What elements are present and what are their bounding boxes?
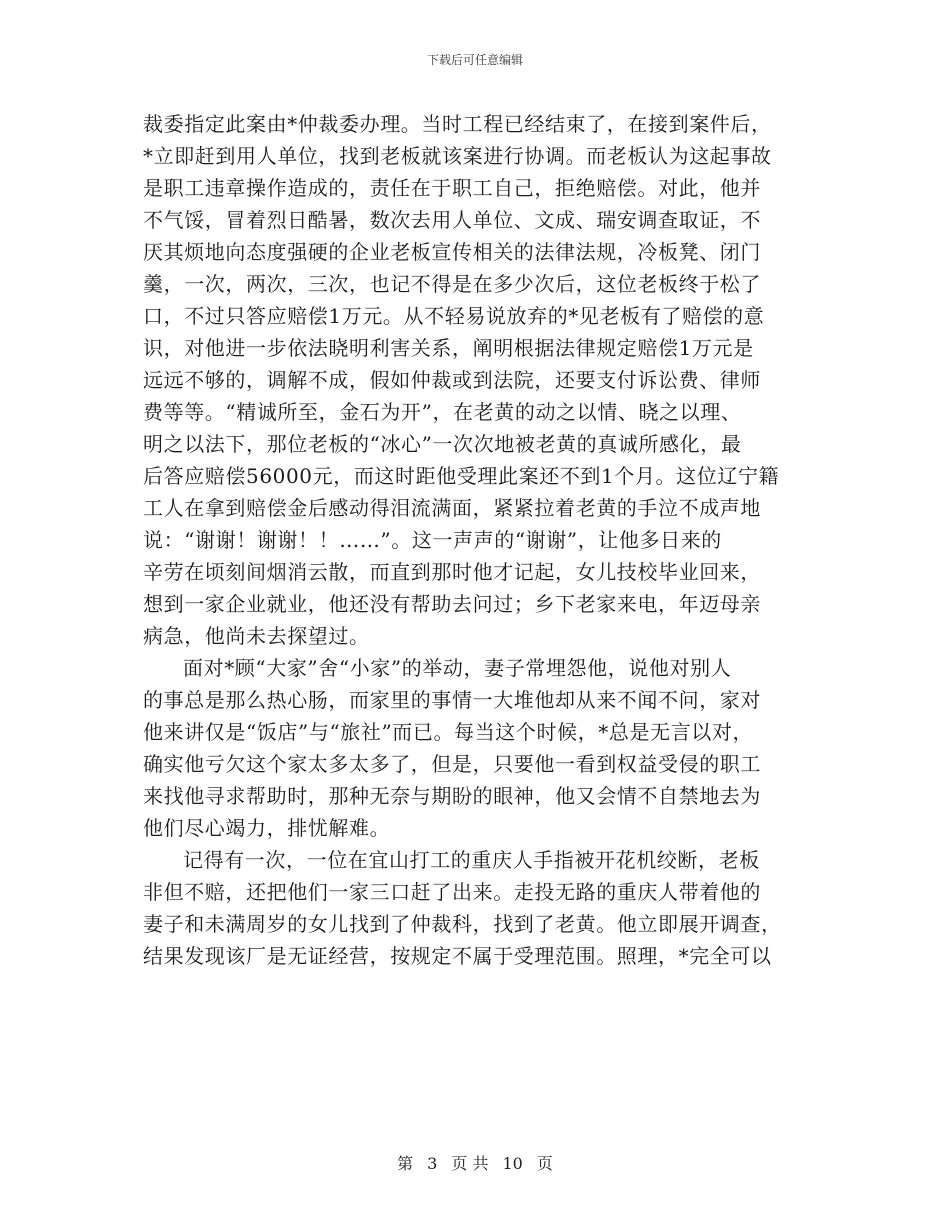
text-line: 明之以法下，那位老板的“冰心”一次次地被老黄的真诚所感化，最 bbox=[143, 432, 742, 456]
text-line: 来找他寻求帮助时，那种无奈与期盼的眼神，他又会情不自禁地去为 bbox=[143, 784, 761, 808]
text-line: 费等等。“精诚所至，金石为开”，在老黄的动之以情、晓之以理、 bbox=[143, 400, 742, 424]
text-line: 面对*顾“大家”舍“小家”的举动，妻子常埋怨他，说他对别人 bbox=[183, 656, 732, 680]
text-line: 他来讲仅是“饭店”与“旅社”而已。每当这个时候，*总是无言以对， bbox=[143, 720, 754, 744]
text-line: 辛劳在顷刻间烟消云散，而直到那时他才记起，女儿技校毕业回来， bbox=[143, 560, 761, 584]
footer-suffix: 页 bbox=[536, 1154, 553, 1173]
page-header: 下载后可任意编辑 bbox=[426, 53, 523, 67]
footer-middle: 页 共 bbox=[451, 1154, 489, 1173]
text-line: 记得有一次，一位在宜山打工的重庆人手指被开花机绞断，老板 bbox=[183, 848, 760, 872]
text-line: 识，对他进一步依法晓明利害关系，阐明根据法律规定赔偿1万元是 bbox=[143, 336, 754, 360]
text-line: 裁委指定此案由*仲裁委办理。当时工程已经结束了，在接到案件后， bbox=[143, 112, 772, 136]
text-line: 说：“谢谢！谢谢！！……”。这一声声的“谢谢”，让他多日来的 bbox=[143, 528, 722, 552]
footer-total-pages: 10 bbox=[502, 1154, 523, 1173]
text-line: 是职工违章操作造成的，责任在于职工自己，拒绝赔偿。对此，他并 bbox=[143, 176, 761, 200]
text-line: 的事总是那么热心肠，而家里的事情一大堆他却从来不闻不问，家对 bbox=[143, 688, 761, 712]
text-line: 确实他亏欠这个家太多太多了，但是，只要他一看到权益受侵的职工 bbox=[143, 752, 761, 776]
text-line: 厌其烦地向态度强硬的企业老板宣传相关的法律法规，冷板凳、闭门 bbox=[143, 240, 761, 264]
text-line: 羹，一次，两次，三次，也记不得是在多少次后，这位老板终于松了 bbox=[143, 272, 761, 296]
text-line: 他们尽心竭力，排忧解难。 bbox=[143, 816, 391, 840]
footer-page-number: 3 bbox=[427, 1154, 438, 1173]
footer-prefix: 第 bbox=[397, 1154, 414, 1173]
page-footer bbox=[0, 1154, 950, 1174]
text-line: 非但不赔，还把他们一家三口赶了出来。走投无路的重庆人带着他的 bbox=[143, 880, 761, 904]
document-body bbox=[143, 108, 823, 972]
text-line: 想到一家企业就业，他还没有帮助去问过；乡下老家来电，年迈母亲 bbox=[143, 592, 761, 616]
text-line: 妻子和未满周岁的女儿找到了仲裁科，找到了老黄。他立即展开调查， bbox=[143, 912, 782, 936]
text-line: 后答应赔偿56000元，而这时距他受理此案还不到1个月。这位辽宁籍 bbox=[143, 464, 780, 488]
text-line: 结果发现该厂是无证经营，按规定不属于受理范围。照理，*完全可以 bbox=[143, 944, 772, 968]
text-line: 不气馁，冒着烈日酷暑，数次去用人单位、文成、瑞安调查取证，不 bbox=[143, 208, 761, 232]
text-line: *立即赶到用人单位，找到老板就该案进行协调。而老板认为这起事故 bbox=[143, 144, 772, 168]
text-line: 工人在拿到赔偿金后感动得泪流满面，紧紧拉着老黄的手泣不成声地 bbox=[143, 496, 761, 520]
text-line: 远远不够的，调解不成，假如仲裁或到法院，还要支付诉讼费、律师 bbox=[143, 368, 761, 392]
text-line: 病急，他尚未去探望过。 bbox=[143, 624, 370, 648]
text-line: 口，不过只答应赔偿1万元。从不轻易说放弃的*见老板有了赔偿的意 bbox=[143, 304, 765, 328]
